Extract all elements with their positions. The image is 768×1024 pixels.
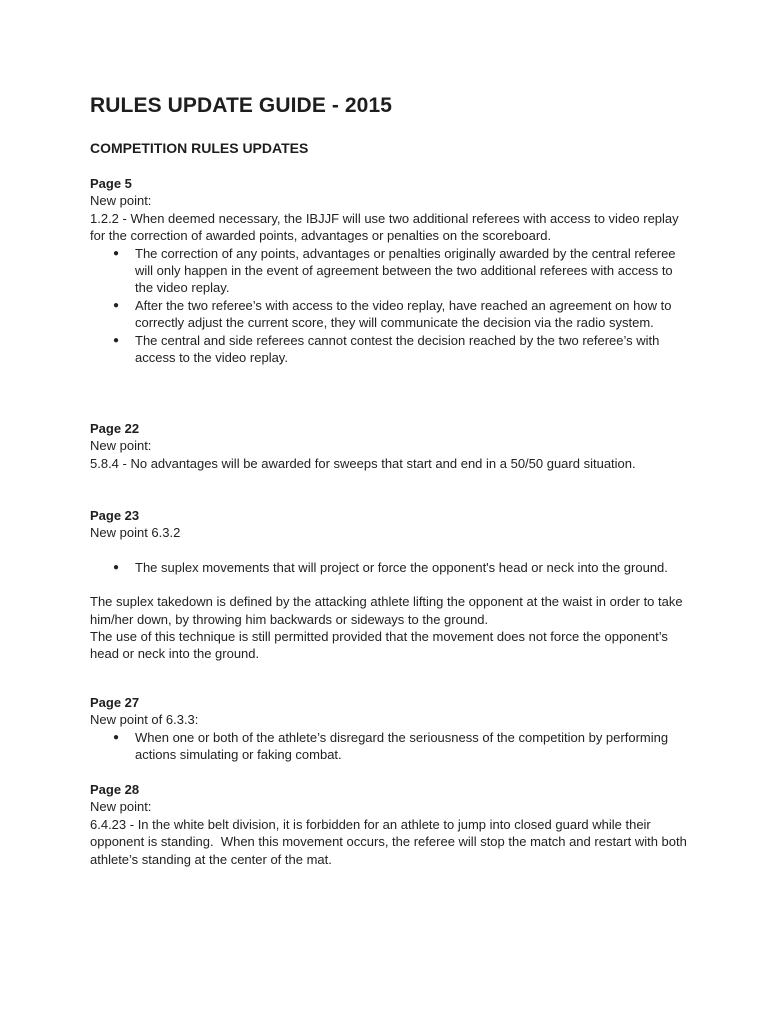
bullet-item <box>90 332 690 367</box>
section-paragraph: 5.8.4 - No advantages will be awarded for sweeps that start and end in a 50/50 guard situation. <box>90 455 636 471</box>
section-intro: New point: <box>90 193 152 209</box>
section-page-28 <box>90 781 690 868</box>
section-heading: Page 28 <box>90 782 140 797</box>
section-heading: Page 22 <box>90 421 140 436</box>
bullet-list <box>90 245 690 367</box>
section-page-22 <box>90 420 690 472</box>
bullet-item <box>90 729 690 764</box>
bullet-item <box>90 245 690 297</box>
bullet-dot-icon: ● <box>113 731 120 743</box>
section-page-5 <box>90 175 690 366</box>
section-heading: Page 27 <box>90 695 140 710</box>
section-paragraph: The suplex takedown is defined by the attacking athlete lifting the opponent at the waist in order to take him/her down, by throwing him backwards or sideways to the ground. <box>90 594 687 627</box>
bullet-text: The suplex movements that will project or force the opponent's head or neck into the ground. <box>135 559 668 575</box>
section-intro: New point 6.3.2 <box>90 525 181 541</box>
bullet-item <box>90 297 690 332</box>
section-heading: Page 5 <box>90 176 132 191</box>
section-paragraph: 1.2.2 - When deemed necessary, the IBJJF will use two additional referees with access to video replay for the correction of awarded points, advantages or penalties on the scoreboard. <box>90 210 683 244</box>
section-paragraph: The use of this technique is still permitted provided that the movement does not force the opponent’s head or neck into the ground. <box>90 629 672 662</box>
section-paragraph: 6.4.23 - In the white belt division, it is forbidden for an athlete to jump into closed guard while their opponent is standing. When this movement occurs, the referee will stop the match and restart with both athlete’s standing at the center of the mat. <box>90 816 691 867</box>
section-heading: Page 23 <box>90 508 140 523</box>
bullet-list <box>90 729 690 764</box>
document-title: RULES UPDATE GUIDE - 2015 <box>90 94 393 117</box>
bullet-dot-icon: ● <box>113 299 120 311</box>
bullet-text: After the two referee’s with access to the video replay, have reached an agreement on how to correctly adjust the current score, they will communicate the decision via the radio system. <box>135 297 672 331</box>
bullet-text: The correction of any points, advantages or penalties originally awarded by the central referee will only happen in the event of agreement between the two additional referees with access to the video replay. <box>135 245 676 296</box>
bullet-dot-icon: ● <box>113 247 120 259</box>
document-subtitle: COMPETITION RULES UPDATES <box>90 140 309 156</box>
section-page-23 <box>90 507 690 663</box>
bullet-text: When one or both of the athlete’s disregard the seriousness of the competition by performing actions simulating or faking combat. <box>135 729 669 763</box>
section-intro: New point: <box>90 438 152 454</box>
bullet-dot-icon: ● <box>113 561 120 573</box>
section-intro: New point: <box>90 799 152 815</box>
bullet-dot-icon: ● <box>113 334 120 346</box>
bullet-item <box>90 559 690 576</box>
bullet-text: The central and side referees cannot contest the decision reached by the two referee’s with access to the video replay. <box>135 332 660 366</box>
section-intro: New point of 6.3.3: <box>90 712 199 728</box>
bullet-list <box>90 559 690 576</box>
section-page-27 <box>90 694 690 764</box>
